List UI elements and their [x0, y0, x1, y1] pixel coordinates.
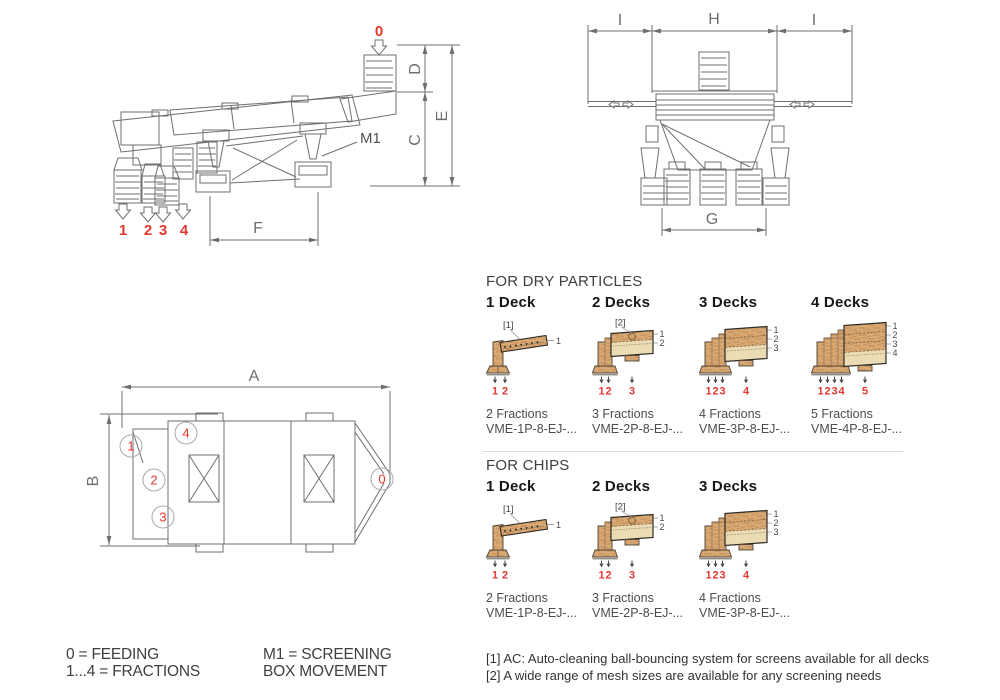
- legend-m1: [263, 646, 392, 680]
- svg-text:3: 3: [628, 385, 636, 398]
- svg-text:[1]: [1]: [503, 320, 514, 331]
- config-column-dry-3decks: [699, 294, 803, 437]
- deck-count-header: 3 Decks: [699, 294, 758, 311]
- svg-text:1: 1: [705, 385, 712, 398]
- svg-text:2: 2: [501, 385, 509, 398]
- dim-g: G: [705, 211, 719, 228]
- svg-text:2: 2: [659, 338, 665, 349]
- deck-diagram: [592, 500, 696, 584]
- svg-text:4: 4: [742, 385, 750, 398]
- section-chips: [486, 457, 946, 620]
- feed-arrow-icon: [372, 40, 387, 55]
- svg-text:2: 2: [892, 330, 898, 341]
- plan-circle-1: 1: [127, 438, 135, 454]
- svg-text:1: 1: [659, 329, 665, 340]
- plan-circle-2: 2: [150, 472, 158, 488]
- motor-label: M1: [360, 130, 381, 147]
- svg-text:4: 4: [892, 348, 898, 359]
- config-column-dry-1deck: [486, 294, 590, 437]
- config-column-dry-2decks: [592, 294, 696, 437]
- svg-text:3: 3: [628, 569, 636, 582]
- deck-diagram: [592, 316, 696, 400]
- svg-text:1: 1: [491, 569, 499, 582]
- deck-count-header: 1 Deck: [486, 478, 536, 495]
- fraction-arrow-icons: [116, 204, 191, 222]
- model-code: VME-4P-8-EJ-...: [811, 422, 902, 436]
- svg-text:2: 2: [712, 385, 719, 398]
- legend-fractions: 1...4 = FRACTIONS: [66, 663, 200, 680]
- plan-circle-3: 3: [159, 509, 167, 525]
- svg-text:1: 1: [556, 335, 562, 346]
- fraction-4: 4: [179, 222, 189, 239]
- footnotes: [486, 651, 929, 684]
- plan-circle-0: 0: [378, 471, 386, 487]
- fractions-label: 4 Fractions: [699, 591, 761, 605]
- svg-text:4: 4: [838, 385, 845, 398]
- svg-text:4: 4: [742, 569, 750, 582]
- section-dry-particles: [486, 273, 946, 436]
- svg-text:2: 2: [712, 569, 719, 582]
- dim-f: F: [253, 220, 263, 237]
- deck-diagram: [811, 316, 915, 400]
- fractions-label: 5 Fractions: [811, 407, 873, 421]
- dim-e: E: [434, 110, 451, 122]
- dim-c: C: [407, 134, 424, 146]
- svg-text:2: 2: [501, 569, 509, 582]
- svg-text:[2]: [2]: [615, 317, 626, 329]
- legend-feeding: 0 = FEEDING: [66, 646, 159, 663]
- svg-text:2: 2: [659, 522, 665, 533]
- deck-diagram: [699, 316, 803, 400]
- svg-text:1: 1: [773, 509, 779, 520]
- legend-feeding-fractions: [66, 646, 200, 680]
- svg-text:1: 1: [659, 513, 665, 524]
- svg-text:3: 3: [773, 527, 779, 538]
- model-code: VME-3P-8-EJ-...: [699, 422, 790, 436]
- plan-view-dim-arrows: [107, 385, 390, 545]
- deck-count-header: 3 Decks: [699, 478, 758, 495]
- svg-text:3: 3: [831, 385, 838, 398]
- fractions-label: 3 Fractions: [592, 591, 654, 605]
- svg-text:2: 2: [773, 334, 779, 345]
- config-column-chips-3decks: [699, 478, 803, 621]
- legend-m1-line2: BOX MOVEMENT: [263, 663, 388, 680]
- svg-text:3: 3: [773, 343, 779, 354]
- deck-diagram: [486, 316, 590, 400]
- footnote-2: [2] A wide range of mesh sizes are available for any screening needs: [486, 667, 882, 683]
- config-column-chips-1deck: [486, 478, 590, 621]
- svg-text:3: 3: [892, 339, 898, 350]
- model-code: VME-2P-8-EJ-...: [592, 422, 683, 436]
- fractions-label: 2 Fractions: [486, 407, 548, 421]
- deck-diagram: [486, 500, 590, 584]
- deck-diagram: [699, 500, 803, 584]
- fractions-label: 2 Fractions: [486, 591, 548, 605]
- svg-text:2: 2: [824, 385, 831, 398]
- svg-text:1: 1: [817, 385, 824, 398]
- dim-h: H: [708, 11, 720, 28]
- section-title: FOR DRY PARTICLES: [486, 273, 643, 290]
- fractions-label: 4 Fractions: [699, 407, 761, 421]
- model-code: VME-2P-8-EJ-...: [592, 606, 683, 620]
- svg-text:[1]: [1]: [503, 504, 514, 515]
- svg-text:1: 1: [892, 321, 898, 332]
- svg-text:2: 2: [605, 569, 612, 582]
- model-code: VME-1P-8-EJ-...: [486, 606, 577, 620]
- fraction-3: 3: [158, 222, 168, 239]
- dim-i-right: I: [811, 12, 817, 29]
- fraction-1: 1: [118, 222, 128, 239]
- plan-view: [100, 387, 393, 552]
- dim-a: A: [248, 368, 260, 385]
- deck-count-header: 2 Decks: [592, 294, 651, 311]
- deck-count-header: 4 Decks: [811, 294, 870, 311]
- legend-m1-line1: M1 = SCREENING: [263, 646, 392, 663]
- model-code: VME-1P-8-EJ-...: [486, 422, 577, 436]
- model-code: VME-3P-8-EJ-...: [699, 606, 790, 620]
- section-divider: [482, 451, 903, 452]
- deck-count-header: 2 Decks: [592, 478, 651, 495]
- front-view: [588, 25, 852, 236]
- dim-i-left: I: [617, 12, 623, 29]
- fractions-label: 3 Fractions: [592, 407, 654, 421]
- section-title: FOR CHIPS: [486, 457, 570, 474]
- feed-label: 0: [374, 23, 384, 40]
- svg-text:2: 2: [605, 385, 612, 398]
- deck-count-header: 1 Deck: [486, 294, 536, 311]
- svg-text:1: 1: [773, 325, 779, 336]
- svg-text:1: 1: [491, 385, 499, 398]
- plan-circle-4: 4: [182, 425, 190, 441]
- svg-text:1: 1: [598, 385, 605, 398]
- footnote-1: [1] AC: Auto-cleaning ball-bouncing system for screens available for all decks: [486, 651, 929, 666]
- svg-text:3: 3: [719, 569, 726, 582]
- svg-text:2: 2: [773, 518, 779, 529]
- dim-b: B: [85, 475, 102, 487]
- config-column-dry-4decks: [811, 294, 915, 437]
- svg-text:1: 1: [556, 519, 562, 530]
- fraction-2: 2: [143, 222, 153, 239]
- front-view-dim-arrows: [588, 29, 852, 233]
- svg-text:[2]: [2]: [615, 501, 626, 513]
- config-column-chips-2decks: [592, 478, 696, 621]
- dim-d: D: [407, 63, 424, 75]
- svg-text:1: 1: [598, 569, 605, 582]
- svg-text:3: 3: [719, 385, 726, 398]
- svg-text:5: 5: [861, 385, 869, 398]
- svg-text:1: 1: [705, 569, 712, 582]
